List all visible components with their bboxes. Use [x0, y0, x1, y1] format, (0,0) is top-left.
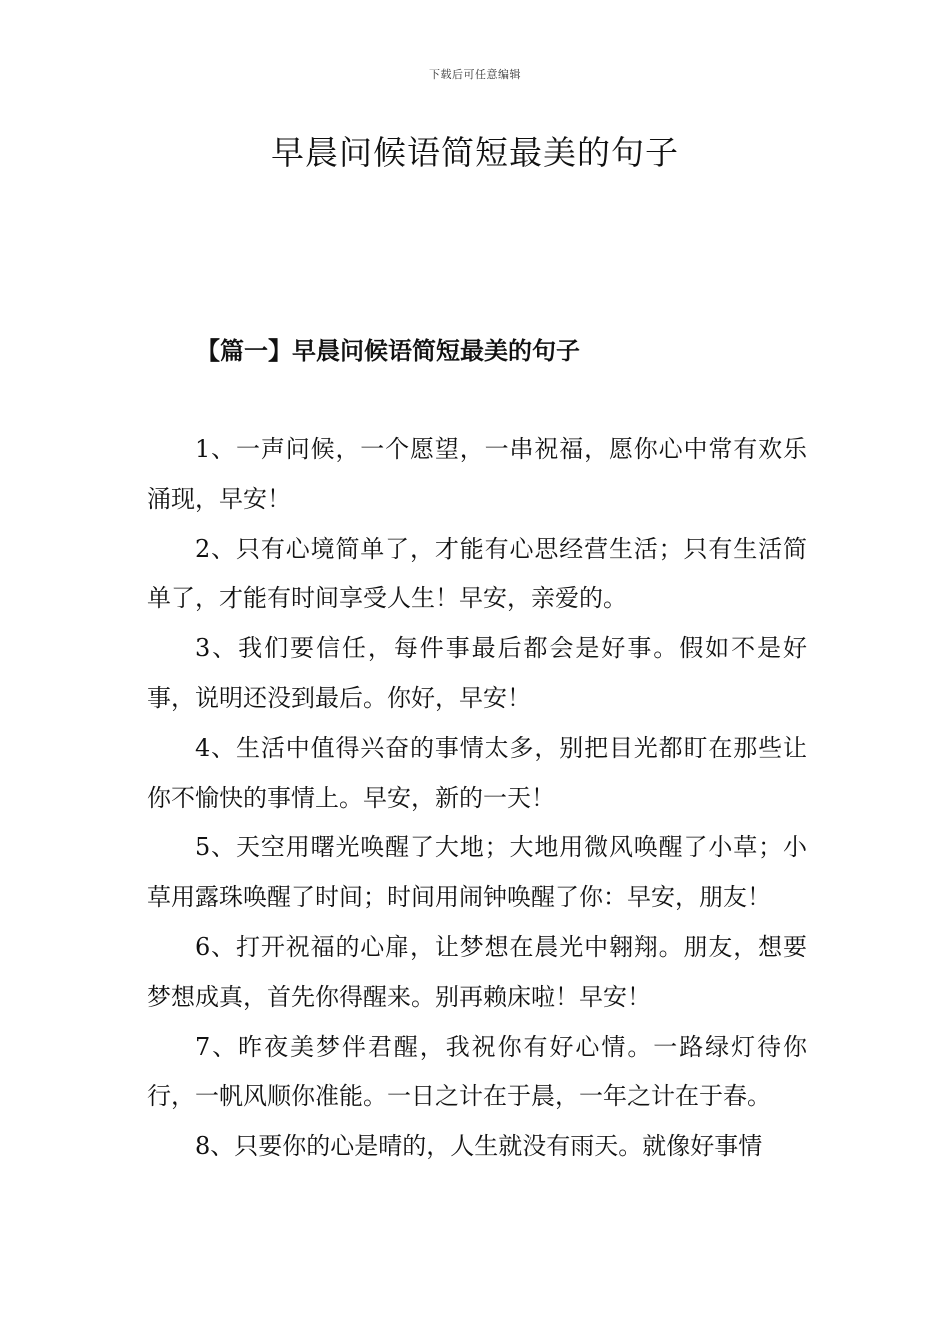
paragraph-2: 2、只有心境简单了，才能有心思经营生活；只有生活简单了，才能有时间享受人生！早安，亲爱的。: [147, 534, 807, 613]
section-heading: 【篇一】早晨问候语简短最美的句子: [196, 336, 580, 365]
paragraph-3: 3、我们要信任，每件事最后都会是好事。假如不是好事，说明还没到最后。你好，早安！: [147, 634, 807, 712]
paragraph-1: 1、一声问候，一个愿望，一串祝福，愿你心中常有欢乐涌现，早安！: [147, 435, 807, 513]
paragraph-5: 5、天空用曙光唤醒了大地；大地用微风唤醒了小草；小草用露珠唤醒了时间；时间用闹钟唤醒了你：早安，朋友！: [147, 833, 807, 912]
paragraph-4: 4、生活中值得兴奋的事情太多，别把目光都盯在那些让你不愉快的事情上。早安，新的一天！: [147, 733, 807, 812]
paragraph-8: 8、只要你的心是晴的，人生就没有雨天。就像好事情: [195, 1132, 763, 1161]
body-text: [147, 425, 807, 1172]
paragraph-7: 7、昨夜美梦伴君醒，我祝你有好心情。一路绿灯待你行，一帆风顺你准能。一日之计在于晨，一年之计在于春。: [147, 1032, 807, 1111]
header-note: 下载后可任意编辑: [429, 68, 521, 81]
paragraph-6: 6、打开祝福的心扉，让梦想在晨光中翱翔。朋友，想要梦想成真，首先你得醒来。别再赖床啦！早安！: [147, 932, 807, 1011]
page-title: 早晨问候语简短最美的句子: [271, 133, 679, 172]
